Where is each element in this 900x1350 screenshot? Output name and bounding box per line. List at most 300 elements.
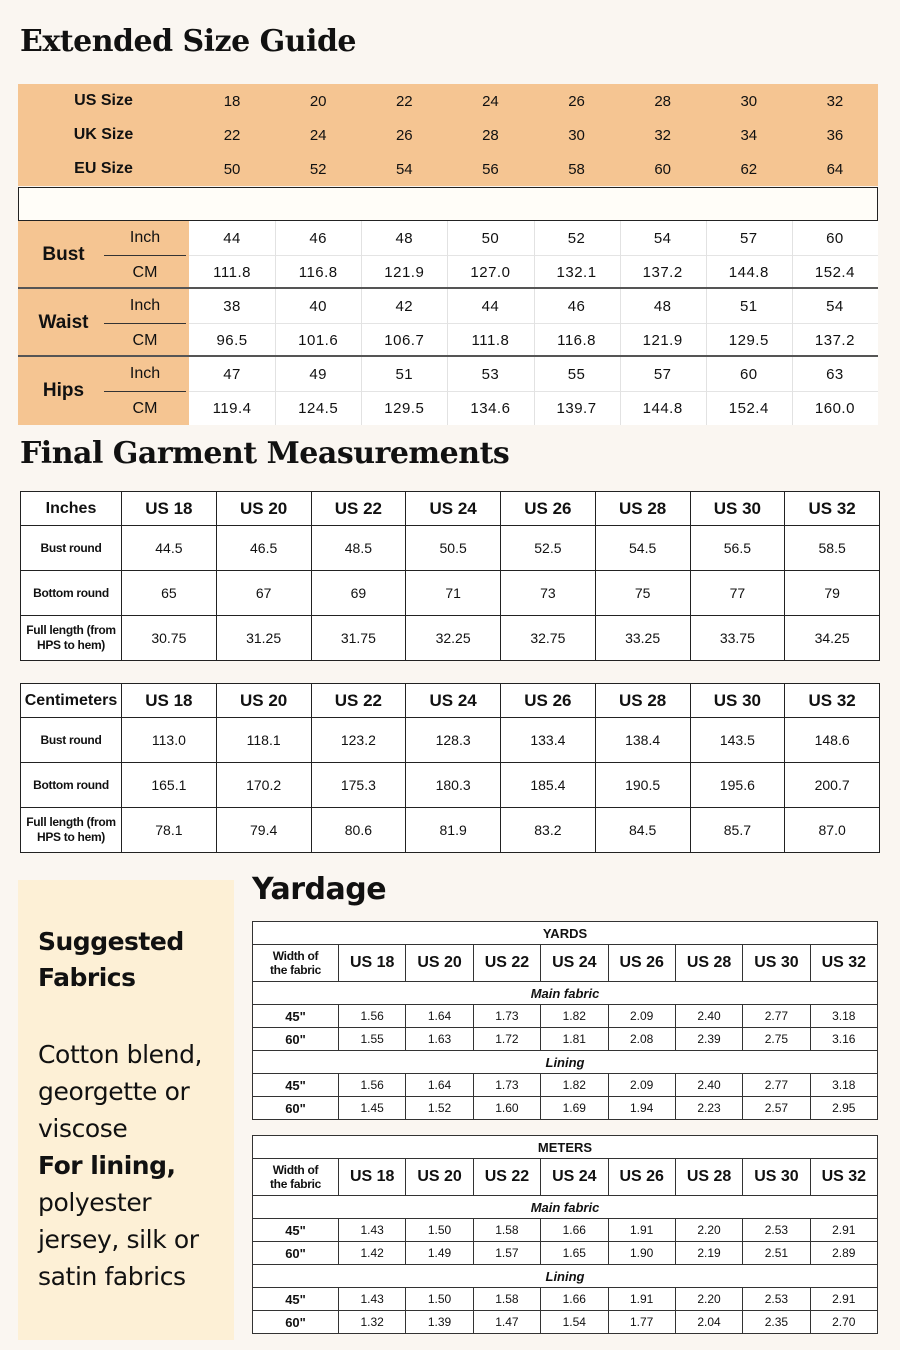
measurement-label-cell: [18, 357, 189, 425]
cm-value: 152.4: [814, 263, 855, 281]
cm-value: 129.5: [384, 399, 425, 417]
garment-title: Final Garment Measurements: [20, 436, 510, 471]
size-header: US 32: [810, 1159, 877, 1196]
cell-value: 1.72: [473, 1028, 540, 1051]
cell-value: 2.77: [743, 1005, 810, 1028]
unit-inch-label: Inch: [129, 297, 161, 314]
cell-value: 1.73: [473, 1005, 540, 1028]
cell-value: 1.49: [406, 1242, 473, 1265]
inch-value: 53: [481, 365, 500, 383]
table-row: [21, 763, 880, 808]
cm-value: 111.8: [471, 331, 510, 349]
section-row: [253, 982, 878, 1005]
table-row: [253, 1219, 878, 1242]
cell-value: 1.54: [541, 1311, 608, 1334]
size-row-label: EU Size: [74, 160, 133, 177]
cell-value: 2.40: [675, 1005, 742, 1028]
cell-value: 31.75: [311, 616, 406, 661]
size-header: US 24: [541, 1159, 608, 1196]
cell-value: 128.3: [406, 718, 501, 763]
column-divider: [447, 289, 448, 355]
inch-value: 44: [481, 297, 500, 315]
cm-value: 152.4: [728, 399, 769, 417]
column-divider: [792, 357, 793, 425]
cm-value: 132.1: [556, 263, 597, 281]
cell-value: 1.57: [473, 1242, 540, 1265]
row-label: Bust round: [21, 718, 122, 763]
cell-value: 1.64: [406, 1005, 473, 1028]
cell-value: 1.91: [608, 1288, 675, 1311]
inch-value: 46: [309, 229, 328, 247]
size-value: 52: [309, 160, 327, 178]
cell-value: 56.5: [690, 526, 785, 571]
measurement-group: [18, 289, 878, 357]
size-header: US 20: [406, 1159, 473, 1196]
inch-value: 50: [481, 229, 500, 247]
table-row: [253, 1005, 878, 1028]
size-header: US 32: [785, 684, 880, 718]
size-header: US 28: [675, 945, 742, 982]
size-row-label: UK Size: [73, 126, 134, 143]
size-header: US 20: [216, 684, 311, 718]
unit-cm-label: CM: [104, 255, 186, 289]
cell-value: 180.3: [406, 763, 501, 808]
cell-value: 2.39: [675, 1028, 742, 1051]
fabric-width: 45": [253, 1074, 339, 1097]
cell-value: 67: [216, 571, 311, 616]
size-value: 30: [568, 126, 585, 144]
cell-value: 2.91: [810, 1288, 877, 1311]
cell-value: 123.2: [311, 718, 406, 763]
cell-value: 71: [406, 571, 501, 616]
cell-value: 80.6: [311, 808, 406, 853]
measurement-values: [189, 289, 878, 355]
column-divider: [620, 221, 621, 287]
table-caption: YARDS: [253, 922, 878, 945]
cell-value: 32.75: [501, 616, 596, 661]
inch-value: 60: [826, 229, 844, 247]
cm-value: 144.8: [728, 263, 769, 281]
cell-value: 200.7: [785, 763, 880, 808]
measurement-values: [189, 221, 878, 287]
cell-value: 195.6: [690, 763, 785, 808]
size-value: 24: [309, 126, 327, 144]
cell-value: 2.77: [743, 1074, 810, 1097]
size-value: 26: [395, 126, 413, 144]
size-value: 62: [740, 160, 758, 178]
column-divider: [792, 221, 793, 287]
cell-value: 1.82: [541, 1005, 608, 1028]
size-value: 32: [826, 92, 844, 110]
size-value: 54: [395, 160, 413, 178]
size-value: 26: [568, 92, 585, 110]
cell-value: 1.55: [339, 1028, 406, 1051]
cell-value: 118.1: [216, 718, 311, 763]
cell-value: 79: [785, 571, 880, 616]
cell-value: 77: [690, 571, 785, 616]
column-divider: [361, 221, 362, 287]
cell-value: 1.50: [406, 1288, 473, 1311]
table-row: [21, 571, 880, 616]
cm-value: 127.0: [470, 263, 511, 281]
row-label: Bottom round: [21, 763, 122, 808]
size-value: 32: [654, 126, 672, 144]
measurement-name: Waist: [38, 312, 89, 333]
size-header: US 18: [122, 684, 217, 718]
unit-header: Inches: [21, 492, 122, 526]
fabrics-text: Cotton blend,: [38, 1040, 203, 1069]
cell-value: 54.5: [595, 526, 690, 571]
cell-value: 1.39: [406, 1311, 473, 1334]
size-header: US 28: [595, 684, 690, 718]
cell-value: 1.47: [473, 1311, 540, 1334]
size-header: US 28: [595, 492, 690, 526]
lining-text: polyester: [38, 1188, 152, 1217]
table-row: [253, 1097, 878, 1120]
size-value: 34: [740, 126, 758, 144]
fabric-width: 45": [253, 1219, 339, 1242]
section-label: Main fabric: [253, 1196, 878, 1219]
measurement-name: Bust: [42, 244, 85, 265]
inch-value: 57: [739, 229, 758, 247]
table-row: [253, 1311, 878, 1334]
measurement-label-cell: [18, 221, 189, 287]
size-header: US 18: [339, 945, 406, 982]
cell-value: 33.25: [595, 616, 690, 661]
table-row: [253, 1028, 878, 1051]
cell-value: 50.5: [406, 526, 501, 571]
cell-value: 2.51: [743, 1242, 810, 1265]
cell-value: 69: [311, 571, 406, 616]
cell-value: 2.04: [675, 1311, 742, 1334]
table-caption: METERS: [253, 1136, 878, 1159]
size-header: US 18: [339, 1159, 406, 1196]
cell-value: 1.43: [339, 1219, 406, 1242]
cell-value: 1.58: [473, 1219, 540, 1242]
cell-value: 2.20: [675, 1219, 742, 1242]
cell-value: 1.94: [608, 1097, 675, 1120]
measurement-group: [18, 357, 878, 425]
cell-value: 1.60: [473, 1097, 540, 1120]
column-divider: [534, 357, 535, 425]
measurement-label-cell: [18, 289, 189, 355]
cm-value: 96.5: [216, 331, 248, 349]
cm-value: 116.8: [557, 331, 597, 349]
cell-value: 2.75: [743, 1028, 810, 1051]
yardage-title: Yardage: [252, 872, 387, 907]
unit-inch-label: Inch: [129, 229, 161, 246]
table-row: [21, 718, 880, 763]
size-value: 20: [309, 92, 327, 110]
cell-value: 1.52: [406, 1097, 473, 1120]
cell-value: 3.18: [810, 1074, 877, 1097]
cm-value: 106.7: [384, 331, 425, 349]
cell-value: 87.0: [785, 808, 880, 853]
cell-value: 2.70: [810, 1311, 877, 1334]
column-divider: [620, 289, 621, 355]
cell-value: 81.9: [406, 808, 501, 853]
header-row: [21, 492, 880, 526]
size-value: 28: [482, 126, 499, 144]
size-header: US 22: [473, 945, 540, 982]
table-row: [21, 616, 880, 661]
column-divider: [534, 289, 535, 355]
size-header: US 22: [473, 1159, 540, 1196]
table-row: [253, 1242, 878, 1265]
column-divider: [361, 357, 362, 425]
cell-value: 33.75: [690, 616, 785, 661]
size-header: US 28: [675, 1159, 742, 1196]
inch-value: 55: [567, 365, 586, 383]
cell-value: 175.3: [311, 763, 406, 808]
cm-value: 134.6: [470, 399, 511, 417]
cm-value: 139.7: [556, 399, 597, 417]
width-header-line: the fabric: [269, 963, 321, 977]
size-row: [18, 84, 878, 118]
cm-value: 137.2: [642, 263, 683, 281]
column-divider: [792, 289, 793, 355]
size-value: 56: [482, 160, 499, 178]
cm-value: 144.8: [642, 399, 683, 417]
width-header-line: Width of: [272, 1162, 319, 1177]
size-value: 28: [654, 92, 672, 110]
cell-value: 75: [595, 571, 690, 616]
inch-value: 40: [309, 297, 328, 315]
section-row: [253, 1196, 878, 1219]
inch-value: 42: [395, 297, 414, 315]
size-row: [18, 118, 878, 152]
cell-value: 1.43: [339, 1288, 406, 1311]
section-label: Lining: [253, 1265, 878, 1288]
unit-inch-label: Inch: [129, 365, 161, 382]
cell-value: 113.0: [122, 718, 217, 763]
width-header: [253, 945, 339, 982]
cell-value: 31.25: [216, 616, 311, 661]
cell-value: 32.25: [406, 616, 501, 661]
size-value: 22: [395, 92, 413, 110]
cell-value: 2.53: [743, 1219, 810, 1242]
measurement-name: Hips: [42, 380, 85, 401]
size-header: US 26: [608, 1159, 675, 1196]
cell-value: 2.89: [810, 1242, 877, 1265]
cell-value: 1.56: [339, 1074, 406, 1097]
header-row: [21, 684, 880, 718]
size-conversion-table: [18, 84, 878, 186]
cell-value: 58.5: [785, 526, 880, 571]
cell-value: 2.19: [675, 1242, 742, 1265]
fabrics-text: viscose: [38, 1114, 128, 1143]
cm-value: 101.6: [298, 331, 339, 349]
cell-value: 34.25: [785, 616, 880, 661]
cell-value: 138.4: [595, 718, 690, 763]
cell-value: 2.40: [675, 1074, 742, 1097]
width-header: [253, 1159, 339, 1196]
table-row: [21, 808, 880, 853]
size-value: 30: [740, 92, 758, 110]
size-header: US 24: [406, 684, 501, 718]
cm-value: 119.4: [212, 399, 252, 417]
cell-value: 2.09: [608, 1074, 675, 1097]
cell-value: 1.77: [608, 1311, 675, 1334]
column-divider: [447, 221, 448, 287]
fabric-width: 45": [253, 1005, 339, 1028]
size-header: US 24: [406, 492, 501, 526]
inch-value: 63: [826, 365, 844, 383]
cell-value: 185.4: [501, 763, 596, 808]
column-divider: [620, 357, 621, 425]
cell-value: 1.58: [473, 1288, 540, 1311]
fabric-width: 60": [253, 1097, 339, 1120]
cell-value: 2.57: [743, 1097, 810, 1120]
body-measurements-table: [18, 221, 878, 425]
fabrics-title-line: Suggested: [38, 927, 184, 956]
inch-value: 38: [223, 297, 241, 315]
cell-value: 2.91: [810, 1219, 877, 1242]
size-header: US 32: [810, 945, 877, 982]
row-label: Bust round: [21, 526, 122, 571]
cell-value: 148.6: [785, 718, 880, 763]
cell-value: 30.75: [122, 616, 217, 661]
fabric-width: 60": [253, 1242, 339, 1265]
cell-value: 1.50: [406, 1219, 473, 1242]
column-divider: [275, 357, 276, 425]
cell-value: 84.5: [595, 808, 690, 853]
section-row: [253, 1265, 878, 1288]
size-header: US 30: [690, 684, 785, 718]
column-divider: [534, 221, 535, 287]
lining-text: jersey, silk or: [38, 1225, 199, 1254]
column-divider: [275, 289, 276, 355]
size-header: US 32: [785, 492, 880, 526]
column-divider: [447, 357, 448, 425]
inch-value: 54: [653, 229, 672, 247]
inch-value: 49: [309, 365, 328, 383]
cell-value: 79.4: [216, 808, 311, 853]
cell-value: 52.5: [501, 526, 596, 571]
cell-value: 143.5: [690, 718, 785, 763]
lining-label: For lining,: [38, 1151, 176, 1180]
garment-inches-table: [20, 491, 880, 661]
cell-value: 46.5: [216, 526, 311, 571]
column-divider: [706, 221, 707, 287]
cm-value: 137.2: [814, 331, 855, 349]
cell-value: 2.08: [608, 1028, 675, 1051]
cell-value: 2.35: [743, 1311, 810, 1334]
size-header: US 30: [690, 492, 785, 526]
cell-value: 1.64: [406, 1074, 473, 1097]
cell-value: 165.1: [122, 763, 217, 808]
cell-value: 1.65: [541, 1242, 608, 1265]
column-divider: [706, 289, 707, 355]
size-value: 24: [482, 92, 499, 110]
cell-value: 170.2: [216, 763, 311, 808]
cell-value: 1.73: [473, 1074, 540, 1097]
size-header: US 22: [311, 492, 406, 526]
section-row: [253, 1051, 878, 1074]
size-value: 58: [568, 160, 585, 178]
inch-value: 48: [395, 229, 414, 247]
inch-value: 60: [739, 365, 758, 383]
cm-value: 121.9: [384, 263, 425, 281]
row-label: Bottom round: [21, 571, 122, 616]
cell-value: 133.4: [501, 718, 596, 763]
section-label: Main fabric: [253, 982, 878, 1005]
table-row: [253, 1074, 878, 1097]
fabrics-text: georgette or: [38, 1077, 190, 1106]
inch-value: 51: [395, 365, 414, 383]
caption-row: [253, 1136, 878, 1159]
cell-value: 1.69: [541, 1097, 608, 1120]
size-value: 22: [223, 126, 241, 144]
header-row: [253, 1159, 878, 1196]
row-label-line: Full length (from: [26, 815, 116, 829]
width-header-line: the fabric: [269, 1177, 321, 1191]
meters-table: [252, 1135, 878, 1334]
cell-value: 1.82: [541, 1074, 608, 1097]
size-value: 36: [826, 126, 844, 144]
size-row: [18, 152, 878, 186]
cell-value: 1.91: [608, 1219, 675, 1242]
fabric-width: 45": [253, 1288, 339, 1311]
unit-header: Centimeters: [21, 684, 122, 718]
inch-value: 48: [653, 297, 672, 315]
width-header-line: Width of: [272, 948, 319, 963]
size-value: 18: [223, 92, 241, 110]
cell-value: 73: [501, 571, 596, 616]
unit-cm-label: CM: [104, 323, 186, 357]
size-row-label: US Size: [74, 92, 133, 109]
cell-value: 3.18: [810, 1005, 877, 1028]
column-divider: [706, 357, 707, 425]
column-divider: [275, 221, 276, 287]
inch-value: 44: [223, 229, 241, 247]
inch-value: 51: [739, 297, 758, 315]
cell-value: 2.09: [608, 1005, 675, 1028]
cell-value: 48.5: [311, 526, 406, 571]
cell-value: 1.32: [339, 1311, 406, 1334]
fabrics-title-line: Fabrics: [38, 963, 136, 992]
cell-value: 2.20: [675, 1288, 742, 1311]
size-header: US 22: [311, 684, 406, 718]
cm-value: 116.8: [298, 263, 338, 281]
yards-table: [252, 921, 878, 1120]
size-header: US 30: [743, 945, 810, 982]
fabric-width: 60": [253, 1311, 339, 1334]
cell-value: 1.90: [608, 1242, 675, 1265]
size-value: 50: [223, 160, 241, 178]
cell-value: 2.95: [810, 1097, 877, 1120]
garment-cm-table: [20, 683, 880, 853]
inch-value: 52: [567, 229, 586, 247]
cm-value: 129.5: [728, 331, 769, 349]
inch-value: 57: [653, 365, 672, 383]
fabric-width: 60": [253, 1028, 339, 1051]
section-label: Lining: [253, 1051, 878, 1074]
cell-value: 1.66: [541, 1288, 608, 1311]
unit-cm-label: CM: [104, 391, 186, 425]
row-label-line: HPS to hem): [36, 830, 106, 844]
cell-value: 83.2: [501, 808, 596, 853]
cell-value: 1.45: [339, 1097, 406, 1120]
row-label-line: Full length (from: [26, 623, 116, 637]
measurement-values: [189, 357, 878, 425]
table-row: [21, 526, 880, 571]
size-header: US 26: [501, 684, 596, 718]
suggested-fabrics-box: [18, 880, 234, 1340]
cell-value: 44.5: [122, 526, 217, 571]
size-header: US 26: [501, 492, 596, 526]
size-header: US 20: [406, 945, 473, 982]
